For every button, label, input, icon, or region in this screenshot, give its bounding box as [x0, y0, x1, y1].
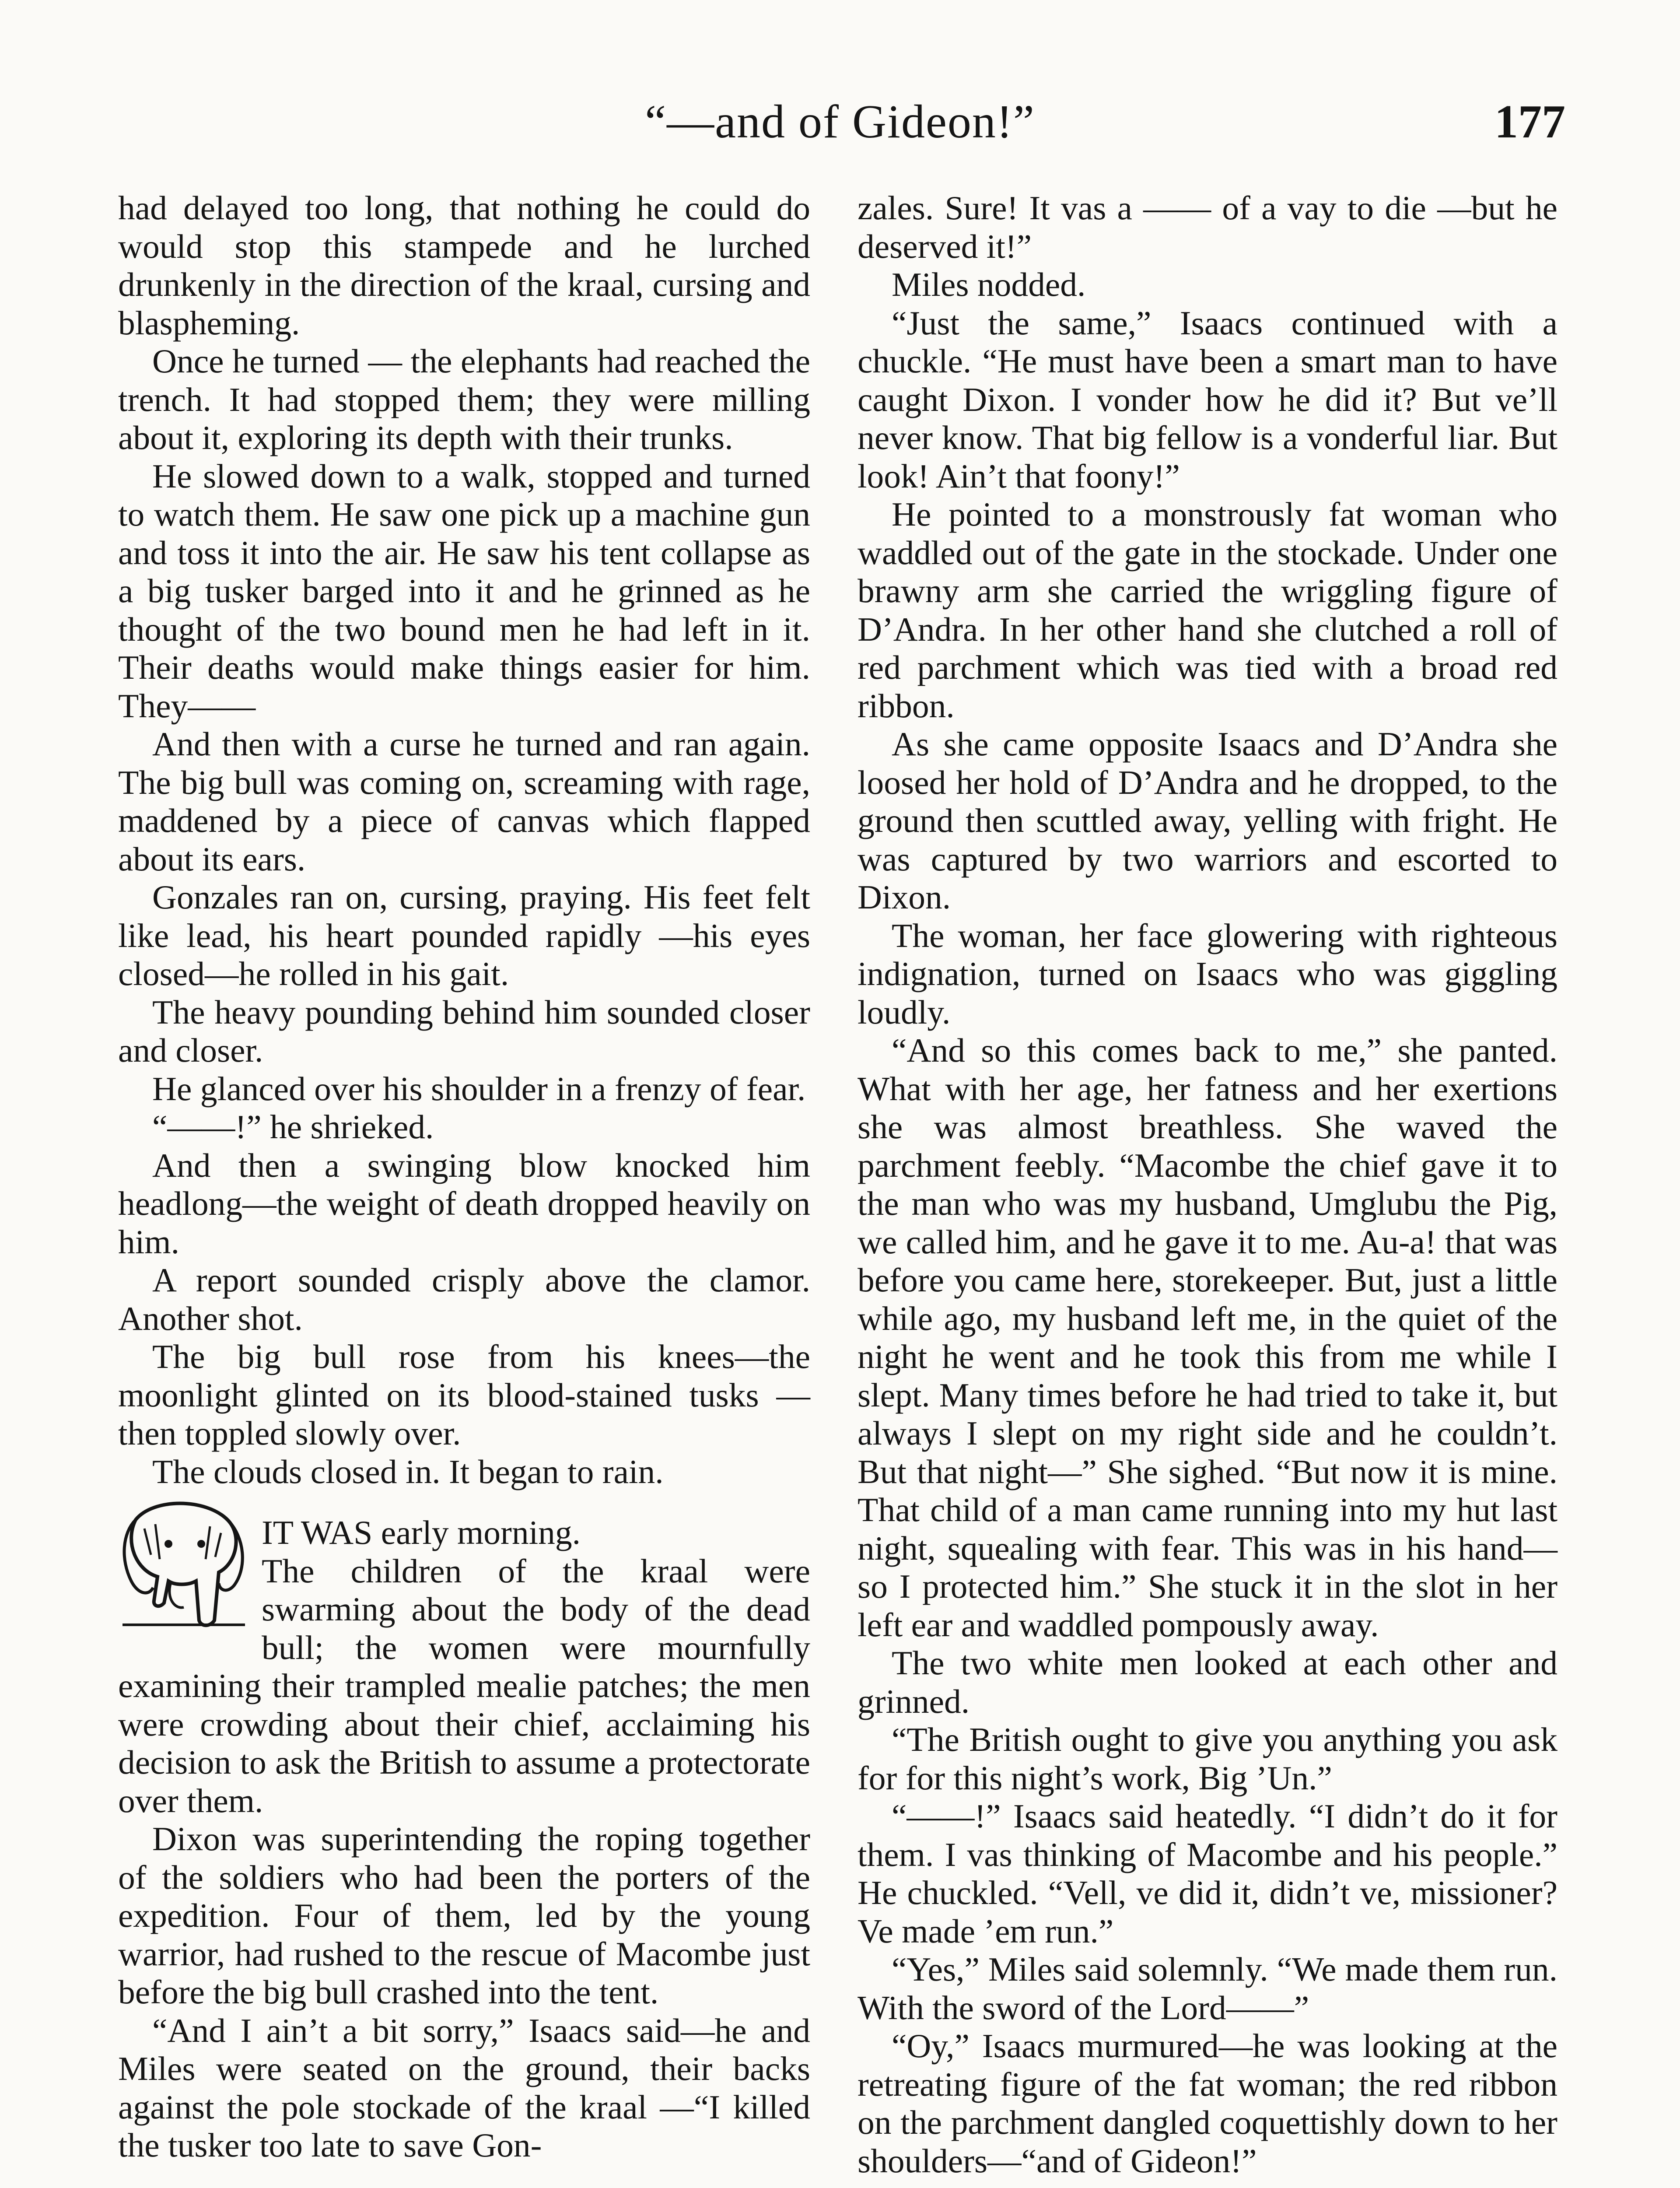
paragraph: He slowed down to a walk, stopped and turned to watch them. He saw one pick up a machine gun and toss it into the air. He saw his tent collapse as a big tusker barged into it and he grinned as he thought of the two bound men he had left in it. Their deaths would make things easier for him. They——: [118, 457, 810, 725]
paragraph: And then with a curse he turned and ran again. The big bull was coming on, screaming with rage, maddened by a piece of canvas which flapped about its ears.: [118, 725, 810, 878]
paragraph: And then a swinging blow knocked him headlong—the weight of death dropped heavily on him.: [118, 1146, 810, 1261]
paragraph: “Oy,” Isaacs murmured—he was looking at the retreating figure of the fat woman; the red ribbon on the parchment dangled coquettishly down to her shoulders—“and of Gideon!”: [858, 2027, 1558, 2180]
right-column: [858, 189, 1558, 2180]
paragraph: He pointed to a monstrously fat woman who waddled out of the gate in the stockade. Under one brawny arm she carried the wriggling figure of D’Andra. In her other hand she clutched a roll of red parchment which was tied with a broad red ribbon.: [858, 495, 1558, 725]
elephant-head-icon: [118, 1494, 249, 1631]
paragraph: “And so this comes back to me,” she panted. What with her age, her fatness and her exertions she was almost breathless. She waved the parchment feebly. “Macombe the chief gave it to the man who was my husband, Umglubu the Pig, we called him, and he gave it to me. Au-a! that was before you came here, storekeeper. But, just a little while ago, my husband left me, in the quiet of the night he went and he took this from me while I slept. Many times before he had tried to take it, but always I slept on my right side and he couldn’t. But that night—” She sighed. “But now it is mine. That child of a man came running into my hut last night, squealing with fear. This was in his hand—so I protected him.” She stuck it in the slot in her left ear and waddled pompously away.: [858, 1031, 1558, 1644]
page-number: 177: [1494, 96, 1565, 148]
paragraph: “——!” he shrieked.: [152, 1108, 434, 1146]
paragraph: Once he turned — the elephants had reached the trench. It had stopped them; they were milling about it, exploring its depth with their trunks.: [118, 342, 810, 456]
paragraph: The woman, her face glowering with righteous indignation, turned on Isaacs who was giggling loudly.: [858, 916, 1558, 1031]
paragraph: zales. Sure! It vas a —— of a vay to die —but he deserved it!”: [858, 189, 1558, 265]
paragraph: A report sounded crisply above the clamor. Another shot.: [118, 1261, 810, 1337]
paragraph: had delayed too long, that nothing he could do would stop this stampede and he lurched drunkenly in the direction of the kraal, cursing and blaspheming.: [118, 189, 810, 342]
paragraph: Miles nodded.: [892, 266, 1086, 303]
running-title: “—and of Gideon!”: [645, 96, 1035, 148]
paragraph: The heavy pounding behind him sounded closer and closer.: [118, 993, 810, 1069]
paragraph: The clouds closed in. It began to rain.: [152, 1452, 664, 1490]
paragraph: “The British ought to give you anything you ask for for this night’s work, Big ’Un.”: [858, 1721, 1558, 1797]
paragraph: Dixon was superintending the roping together of the soldiers who had been the porters of the expedition. Four of them, led by the young warrior, had rushed to the rescue of Macombe just before the big bull crashed into the tent.: [118, 1820, 810, 2011]
left-column: [118, 189, 810, 2165]
paragraph: The two white men looked at each other and grinned.: [858, 1644, 1558, 1720]
paragraph: “And I ain’t a bit sorry,” Isaacs said—he and Miles were seated on the ground, their backs against the pole stockade of the kraal —“I killed the tusker too late to save Gon-: [118, 2011, 810, 2164]
paragraph: As she came opposite Isaacs and D’Andra she loosed her hold of D’Andra and he dropped, to the ground then scuttled away, yelling with fright. He was captured by two warriors and escorted to Dixon.: [858, 725, 1558, 916]
paragraph: “Just the same,” Isaacs continued with a chuckle. “He must have been a smart man to have caught Dixon. I vonder how he did it? But ve’ll never know. That big fellow is a vonderful liar. But look! Ain’t that foony!”: [858, 304, 1558, 495]
paragraph: The children of the kraal were swarming about the body of the dead bull; the women were mournfully examining their trampled mealie patches; the men were crowding about their chief, acclaiming his decision to ask the British to assume a protectorate over them.: [118, 1552, 810, 1820]
section-opening: IT WAS early morning.: [262, 1514, 581, 1551]
paragraph: Gonzales ran on, cursing, praying. His feet felt like lead, his heart pounded rapidly —his eyes closed—he rolled in his gait.: [118, 878, 810, 992]
paragraph: He glanced over his shoulder in a frenzy of fear.: [152, 1069, 806, 1108]
paragraph: “——!” Isaacs said heatedly. “I didn’t do it for them. I vas thinking of Macombe and his people.” He chuckled. “Vell, ve did it, didn’t ve, missioner? Ve made ’em run.”: [858, 1797, 1558, 1950]
paragraph: The big bull rose from his knees—the moonlight glinted on its blood-stained tusks —then toppled slowly over.: [118, 1338, 810, 1452]
paragraph: “Yes,” Miles said solemnly. “We made them run. With the sword of the Lord——”: [858, 1950, 1558, 2027]
